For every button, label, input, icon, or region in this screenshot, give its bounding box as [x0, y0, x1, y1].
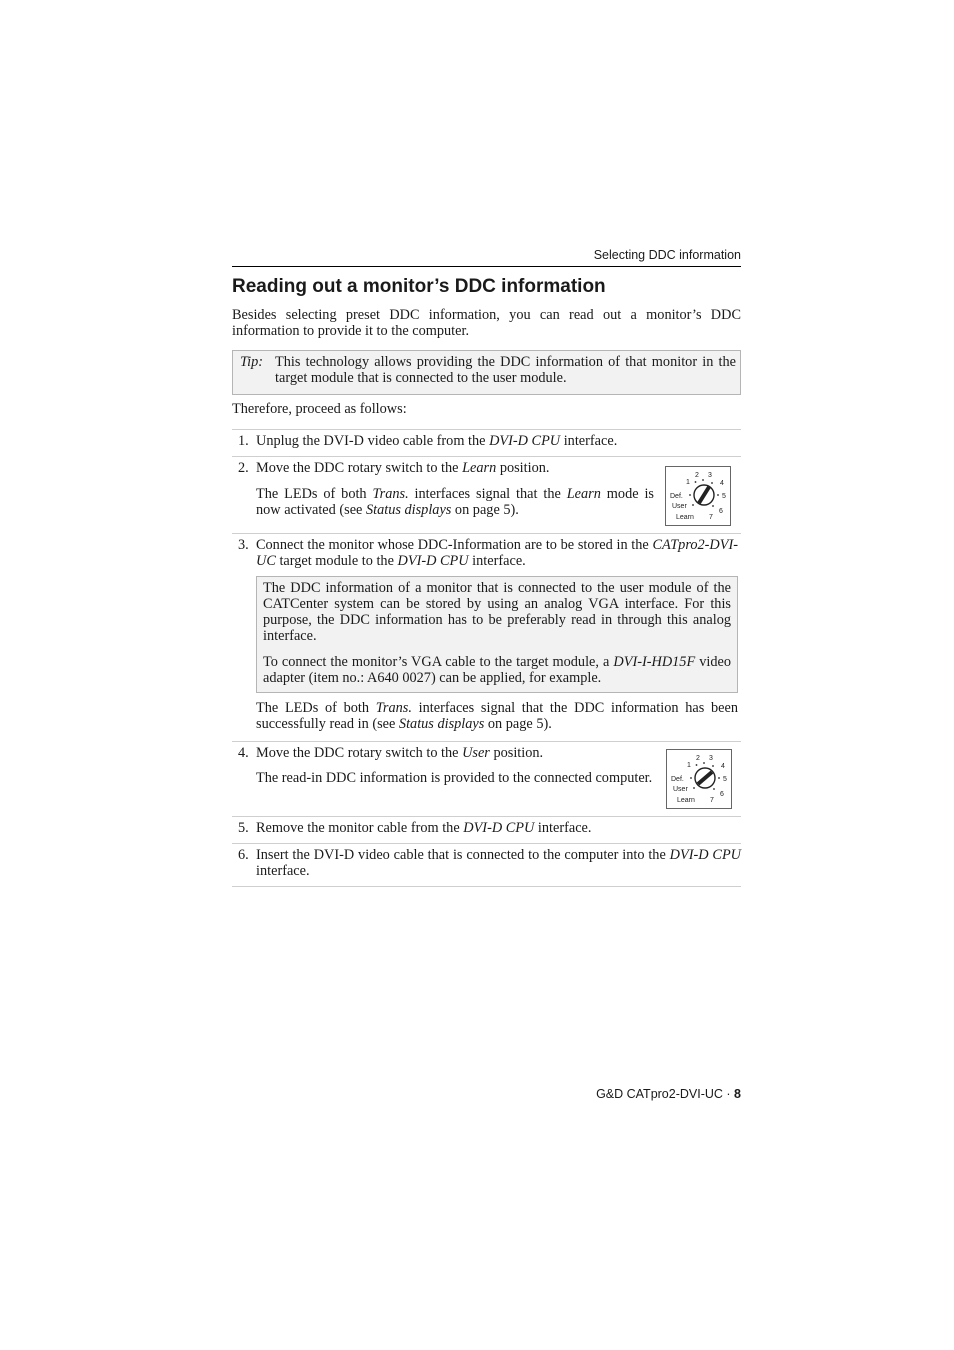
section-heading: Reading out a monitor’s DDC information: [232, 276, 606, 297]
step-text: Unplug the DVI-D video cable from the DVI-D CPU interface.: [256, 433, 618, 449]
step-number: 5.: [238, 820, 249, 836]
step-5: [232, 816, 741, 843]
svg-text:7: 7: [710, 797, 714, 804]
step-text: Insert the DVI-D video cable that is connected to the computer into the DVI-D CPU interface.: [256, 847, 742, 879]
step-text: Remove the monitor cable from the DVI-D CPU interface.: [256, 820, 592, 836]
note-box: [256, 576, 738, 693]
proceed-text: Therefore, proceed as follows:: [232, 401, 407, 417]
svg-text:7: 7: [709, 514, 713, 521]
intro-paragraph: Besides selecting preset DDC information, you can read out a monitor’s DDC information to provide it to the computer.: [232, 307, 741, 339]
step-3: [232, 533, 741, 741]
tip-text: This technology allows providing the DDC information of that monitor in the target module that is connected to the user module.: [275, 354, 736, 386]
step-4: [232, 741, 741, 816]
header-rule: [232, 266, 741, 267]
step-text: Move the DDC rotary switch to the Learn position. The LEDs of both Trans. interfaces signal that the Learn mode is now activated (see Status displays on page 5).: [256, 460, 654, 518]
step-6: [232, 843, 741, 887]
tip-box: [232, 350, 741, 395]
svg-text:User: User: [672, 503, 687, 510]
running-head: Selecting DDC information: [593, 248, 741, 262]
svg-text:3: 3: [709, 755, 713, 762]
svg-text:Learn: Learn: [676, 514, 694, 521]
page-number: 8: [734, 1087, 741, 1101]
svg-text:2: 2: [696, 755, 700, 762]
svg-text:3: 3: [708, 472, 712, 479]
step-1: [232, 429, 741, 456]
rotary-switch-user-image: [666, 749, 732, 809]
step-text: Move the DDC rotary switch to the User position. The read-in DDC information is provided to the connected computer.: [256, 745, 653, 786]
svg-text:Learn: Learn: [677, 797, 695, 804]
svg-text:6: 6: [720, 791, 724, 798]
svg-text:4: 4: [721, 763, 725, 770]
tip-label: Tip:: [240, 354, 264, 370]
svg-text:2: 2: [695, 472, 699, 479]
steps-bottom-rule: [232, 886, 741, 887]
svg-text:1: 1: [686, 479, 690, 486]
svg-text:Def.: Def.: [671, 776, 684, 783]
svg-text:Def.: Def.: [670, 493, 683, 500]
svg-text:1: 1: [687, 762, 691, 769]
step-text: Connect the monitor whose DDC-Information are to be stored in the CATpro2-DVI-UC target module to the DVI-D CPU interface. The DDC information of a monitor that is connected to the user module of the CATCenter system can be stored by using an analog VGA interface. For this purpose, the DDC information has to be preferably read in through this analog interface. To connect the monitor’s VGA cable to the target module, a DVI-I-HD15F video adapter (item no.: A640 0027) can be applied, for example. The LEDs of both Trans. interfaces signal that the DDC information has been successfully read in (see Status displays on page 5).: [256, 537, 738, 732]
svg-text:4: 4: [720, 480, 724, 487]
rotary-switch-learn-image: [665, 466, 731, 526]
step-number: 1.: [238, 433, 249, 449]
footer-product: G&D CATpro2-DVI-UC ·: [596, 1087, 735, 1101]
step-number: 2.: [238, 460, 249, 476]
step-number: 4.: [238, 745, 249, 761]
svg-text:User: User: [673, 786, 688, 793]
page-footer: [596, 1087, 741, 1101]
step-number: 6.: [238, 847, 249, 863]
note-paragraph: To connect the monitor’s VGA cable to the target module, a DVI-I-HD15F video adapter (item no.: A640 0027) can be applied, for example.: [263, 654, 731, 686]
step-number: 3.: [238, 537, 249, 553]
svg-text:5: 5: [722, 493, 726, 500]
svg-text:6: 6: [719, 508, 723, 515]
step-2: [232, 456, 741, 533]
svg-text:5: 5: [723, 776, 727, 783]
note-paragraph: The DDC information of a monitor that is connected to the user module of the CATCenter system can be stored by using an analog VGA interface. For this purpose, the DDC information has to be preferably read in through this analog interface.: [263, 580, 731, 644]
